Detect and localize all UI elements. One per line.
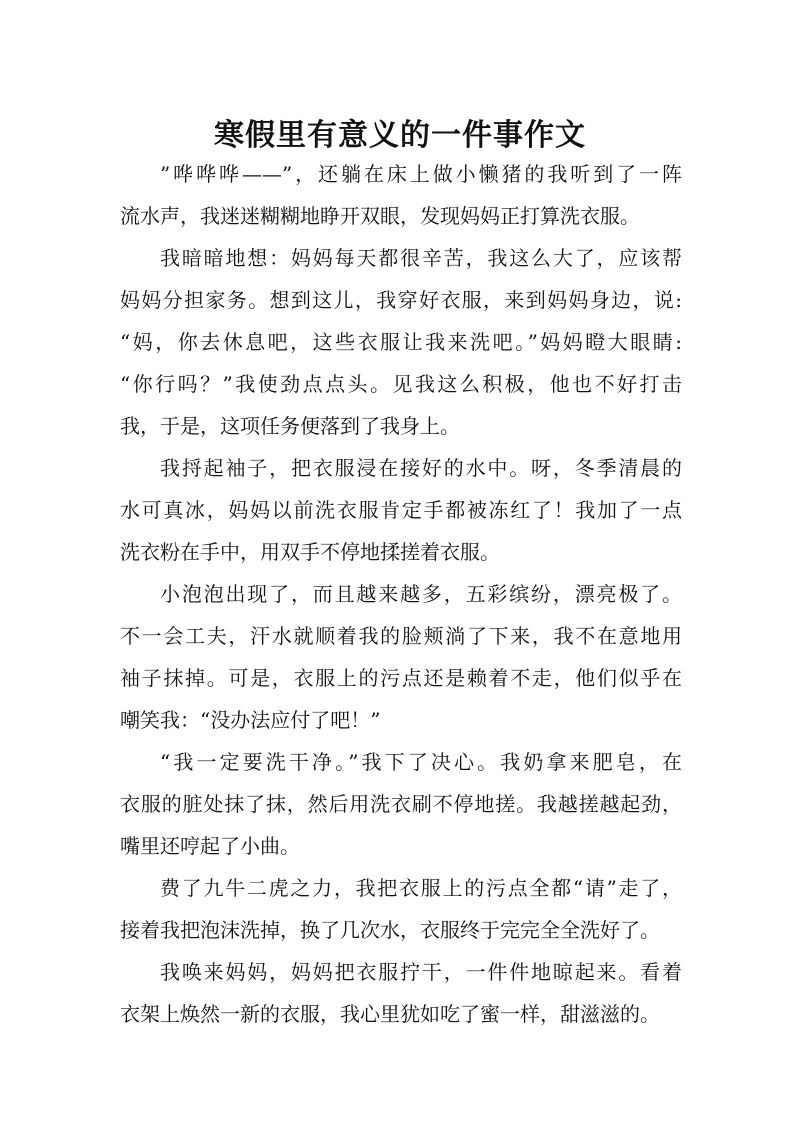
text-line: “我一定要洗干净。”我下了决心。我奶拿来肥皂，在 (160, 750, 682, 774)
text-line: 衣架上焕然一新的衣服，我心里犹如吃了蜜一样，甜滋滋的。 (120, 1002, 660, 1026)
text-line: 妈妈分担家务。想到这儿，我穿好衣服，来到妈妈身边，说: (120, 288, 682, 312)
paragraph (120, 741, 682, 867)
text-line: 接着我把泡沫洗掉，换了几次水，衣服终于完完全全洗好了。 (120, 918, 660, 942)
paragraph (120, 951, 682, 1035)
text-line: 衣服的脏处抹了抹，然后用洗衣刷不停地搓。我越搓越起劲， (120, 792, 682, 816)
text-line: 嘲笑我：“没办法应付了吧！” (120, 708, 381, 732)
paragraph (120, 867, 682, 951)
paragraph (120, 447, 682, 573)
text-line: 袖子抹掉。可是，衣服上的污点还是赖着不走，他们似乎在 (120, 666, 682, 690)
text-line: “你行吗？”我使劲点点头。见我这么积极，他也不好打击 (120, 372, 682, 396)
text-line: 费了九牛二虎之力，我把衣服上的污点全都“请”走了， (160, 876, 682, 900)
text-line: “妈，你去休息吧，这些衣服让我来洗吧。”妈妈瞪大眼睛: (120, 330, 682, 354)
text-line: 流水声，我迷迷糊糊地睁开双眼，发现妈妈正打算洗衣服。 (120, 204, 640, 228)
text-line: 洗衣粉在手中，用双手不停地揉搓着衣服。 (120, 540, 500, 564)
text-line: 我唤来妈妈，妈妈把衣服拧干，一件件地晾起来。看着 (160, 960, 682, 984)
page-title: 寒假里有意义的一件事作文 (214, 118, 586, 154)
text-line: 我捋起袖子，把衣服浸在接好的水中。呀，冬季清晨的 (160, 456, 682, 480)
essay-body (120, 153, 682, 1035)
text-line: ”哗哗哗——”，还躺在床上做小懒猪的我听到了一阵 (160, 162, 682, 186)
text-line: 我暗暗地想：妈妈每天都很辛苦，我这么大了，应该帮 (160, 246, 682, 270)
text-line: 不一会工夫，汗水就顺着我的脸颊淌了下来，我不在意地用 (120, 624, 682, 648)
text-line: 水可真冰，妈妈以前洗衣服肯定手都被冻红了！我加了一点 (120, 498, 682, 522)
paragraph (120, 153, 682, 237)
text-line: 嘴里还哼起了小曲。 (120, 834, 300, 858)
text-line: 小泡泡出现了，而且越来越多，五彩缤纷，漂亮极了。 (160, 582, 682, 606)
paragraph (120, 573, 682, 741)
paragraph (120, 237, 682, 447)
text-line: 我，于是，这项任务便落到了我身上。 (120, 414, 460, 438)
